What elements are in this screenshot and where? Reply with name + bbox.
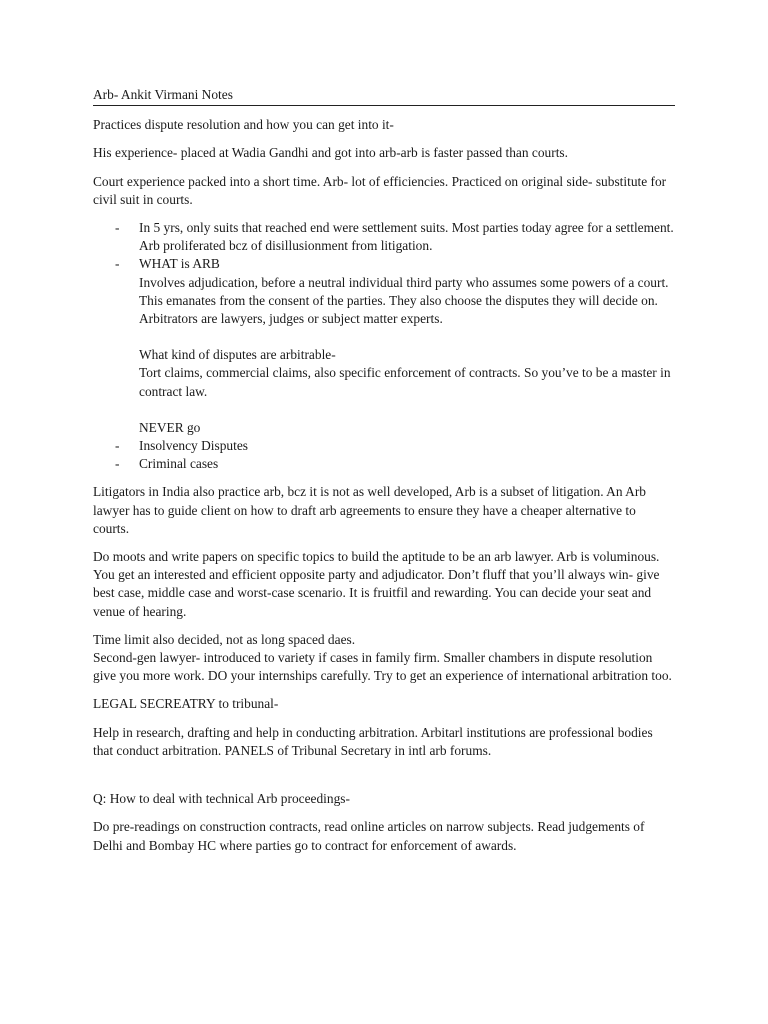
list-item: [93, 219, 675, 255]
list-item-never: NEVER go: [139, 419, 201, 435]
paragraph-answer: Do pre-readings on construction contracts, read online articles on narrow subjects. Read judgements of Delhi and Bombay HC where parties go to contract for enforcement of awards.: [93, 819, 645, 853]
list-item-text: Criminal cases: [139, 456, 219, 472]
paragraph-moots: Do moots and write papers on specific topics to build the aptitude to be an arb lawyer. Arb is voluminous. You get an interested and efficient opposite party and adjudicator. Don’t fluff that you’ll always win- give best case, middle case and worst-case scenario. It is fruitfil and rewarding. You can decide your seat and venue of hearing.: [93, 549, 660, 619]
list-item-answer: Tort claims, commercial claims, also specific enforcement of contracts. So you’ve to be a master in contract law.: [139, 365, 671, 399]
paragraph-legal-secretary: LEGAL SECREATRY to tribunal-: [93, 696, 279, 712]
paragraph-help: Help in research, drafting and help in conducting arbitration. Arbitarl institutions are professional bodies that conduct arbitration. PANELS of Tribunal Secretary in intl arb forums.: [93, 724, 653, 758]
dash-bullet: -: [115, 456, 120, 472]
paragraph-court-experience: Court experience packed into a short time. Arb- lot of efficiencies. Practiced on original side- substitute for civil suit in courts.: [93, 173, 667, 207]
time-limit-line: Time limit also decided, not as long spaced daes.: [93, 631, 356, 647]
dash-bullet: -: [115, 256, 120, 272]
list-item-text: In 5 yrs, only suits that reached end were settlement suits. Most parties today agree for a settlement. Arb proliferated bcz of disillusionment from litigation.: [139, 220, 674, 254]
dash-list: [93, 219, 675, 473]
list-item-heading: WHAT is ARB: [139, 256, 220, 272]
list-item: [93, 437, 675, 455]
spacer: [139, 328, 675, 346]
list-item-body: Involves adjudication, before a neutral individual third party who assumes some powers of a court. This emanates from the consent of the parties. They also choose the disputes they will decide on. Arbitrators are lawyers, judges or subject matter experts.: [139, 274, 669, 327]
list-item-text: Insolvency Disputes: [139, 438, 248, 454]
second-gen-line: Second-gen lawyer- introduced to variety if cases in family firm. Smaller chambers in dispute resolution give you more work. DO your internships carefully. Try to get an experience of international arbitration too.: [93, 650, 672, 684]
document-page: [93, 86, 675, 865]
document-title: Arb- Ankit Virmani Notes: [93, 87, 233, 102]
paragraph-time-limit: [93, 631, 675, 686]
list-item-question: What kind of disputes are arbitrable-: [139, 347, 336, 363]
list-item: [93, 255, 675, 437]
dash-bullet: -: [115, 220, 120, 236]
paragraph-question: Q: How to deal with technical Arb proceedings-: [93, 791, 350, 807]
paragraph-litigators: Litigators in India also practice arb, bcz it is not as well developed, Arb is a subset of litigation. An Arb lawyer has to guide client on how to draft arb agreements to ensure they have a cheaper alternative to courts.: [93, 484, 646, 536]
document-header: [93, 86, 675, 106]
dash-bullet: -: [115, 438, 120, 454]
list-item: [93, 455, 675, 473]
spacer: [139, 401, 675, 419]
paragraph-intro: Practices dispute resolution and how you can get into it-: [93, 117, 394, 133]
paragraph-experience: His experience- placed at Wadia Gandhi and got into arb-arb is faster passed than courts.: [93, 145, 568, 161]
